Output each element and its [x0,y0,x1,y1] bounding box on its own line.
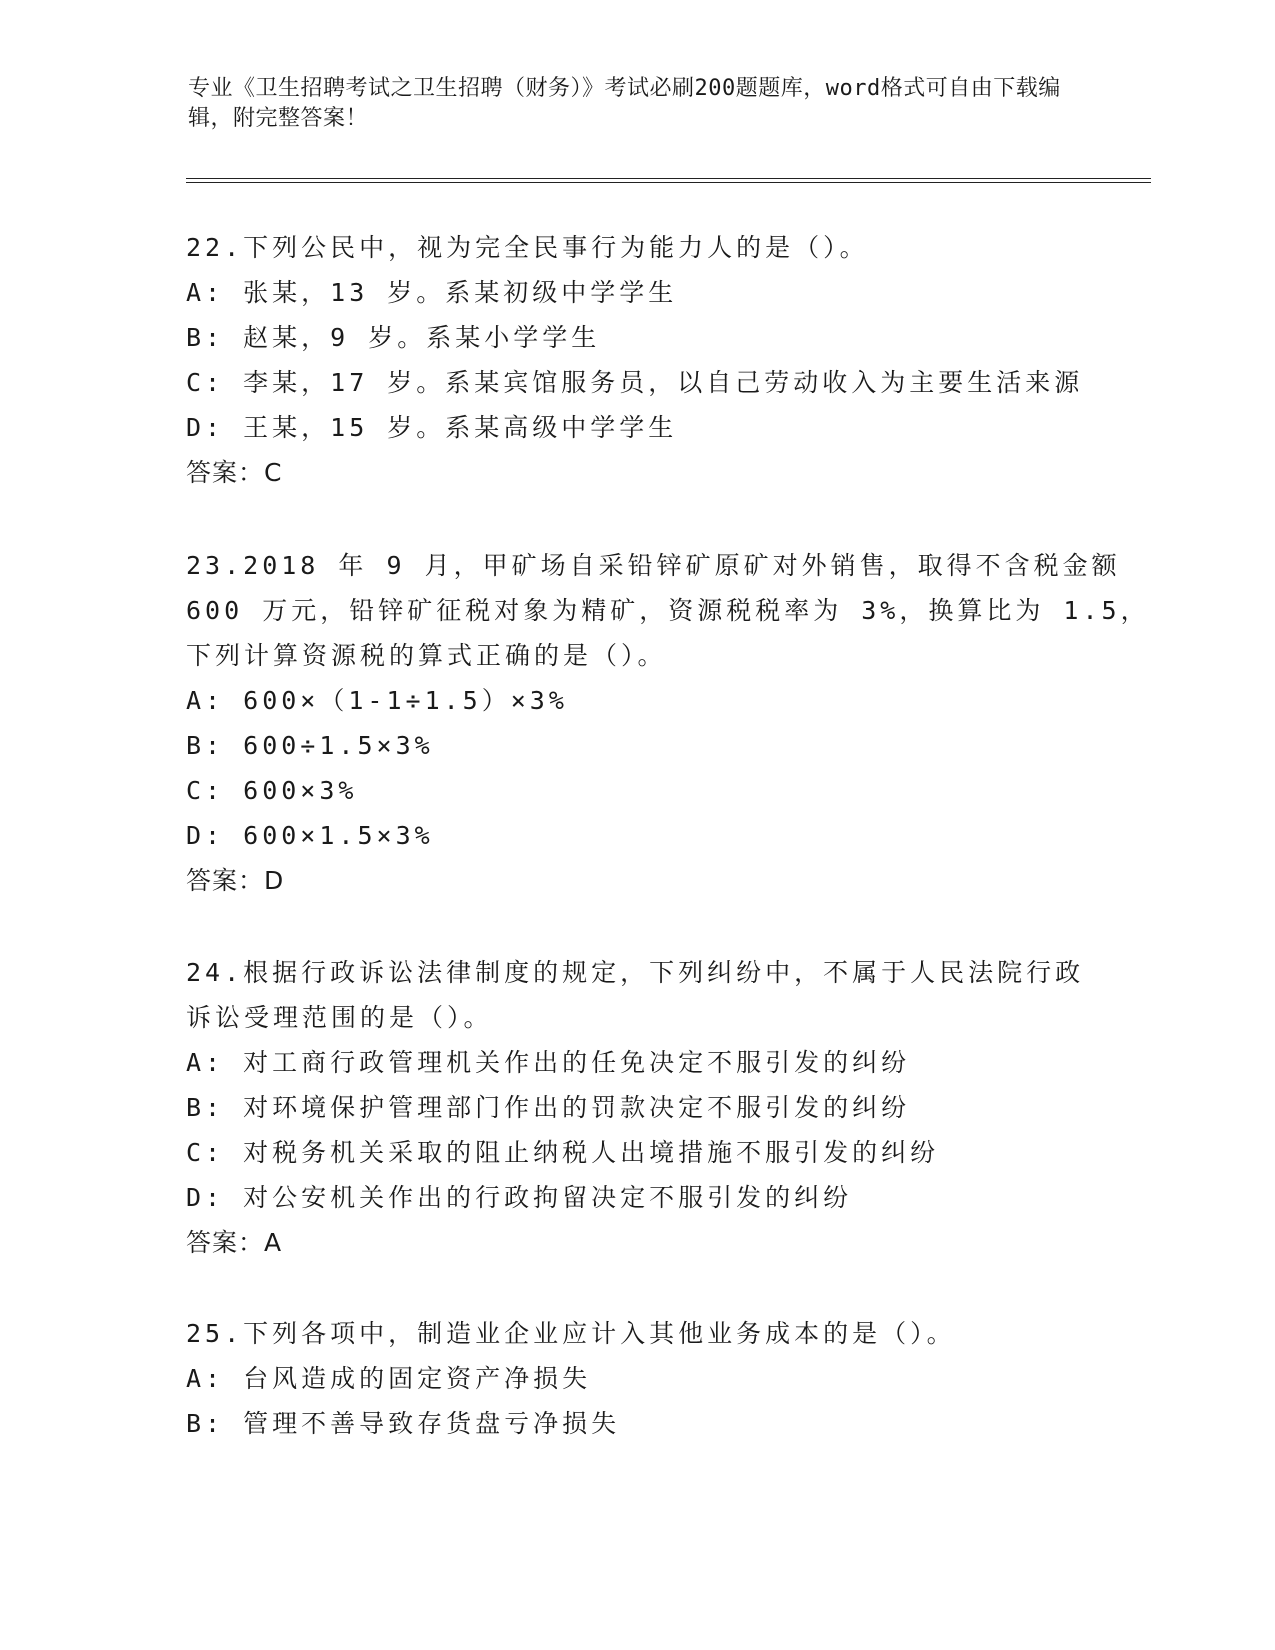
question-22-option-d: D: 王某，15 岁。系某高级中学学生 [186,413,678,442]
header-divider-bottom [186,182,1151,183]
question-23-option-a: A: 600×（1-1÷1.5）×3% [186,686,568,715]
question-24-answer: 答案：A [186,1228,283,1257]
question-24-text-line-1: 24.根据行政诉讼法律制度的规定，下列纠纷中，不属于人民法院行政 [186,958,1085,987]
question-25-option-b: B: 管理不善导致存货盘亏净损失 [186,1409,621,1438]
question-22-text: 22.下列公民中，视为完全民事行为能力人的是（）。 [186,233,869,262]
question-22-answer: 答案：C [186,458,283,487]
question-24-option-a: A: 对工商行政管理机关作出的任免决定不服引发的纠纷 [186,1048,911,1077]
question-23-text-line-3: 下列计算资源税的算式正确的是（）。 [186,641,667,670]
question-22-option-a: A: 张某，13 岁。系某初级中学学生 [186,278,678,307]
question-24-option-d: D: 对公安机关作出的行政拘留决定不服引发的纠纷 [186,1183,853,1212]
question-23-option-b: B: 600÷1.5×3% [186,731,434,760]
question-22-option-b: B: 赵某，9 岁。系某小学学生 [186,323,601,352]
header-divider-top [186,178,1151,179]
question-24-text-line-2: 诉讼受理范围的是（）。 [186,1003,493,1032]
question-25-option-a: A: 台风造成的固定资产净损失 [186,1364,592,1393]
document-header: 专业《卫生招聘考试之卫生招聘（财务）》考试必刷200题题库，word格式可自由下载编辑，附完整答案！ [188,76,1061,131]
question-23-text-line-2: 600 万元，铅锌矿征税对象为精矿，资源税税率为 3%，换算比为 1.5， [186,596,1150,625]
question-23-option-d: D: 600×1.5×3% [186,821,434,850]
question-23-text-line-1: 23.2018 年 9 月，甲矿场自采铅锌矿原矿对外销售，取得不含税金额 [186,551,1121,580]
question-22-option-c: C: 李某，17 岁。系某宾馆服务员，以自己劳动收入为主要生活来源 [186,368,1084,397]
question-23-answer: 答案：D [186,866,285,895]
question-23-option-c: C: 600×3% [186,776,358,805]
question-25-text: 25.下列各项中，制造业企业应计入其他业务成本的是（）。 [186,1319,956,1348]
question-24-option-c: C: 对税务机关采取的阻止纳税人出境措施不服引发的纠纷 [186,1138,940,1167]
question-24-option-b: B: 对环境保护管理部门作出的罚款决定不服引发的纠纷 [186,1093,911,1122]
